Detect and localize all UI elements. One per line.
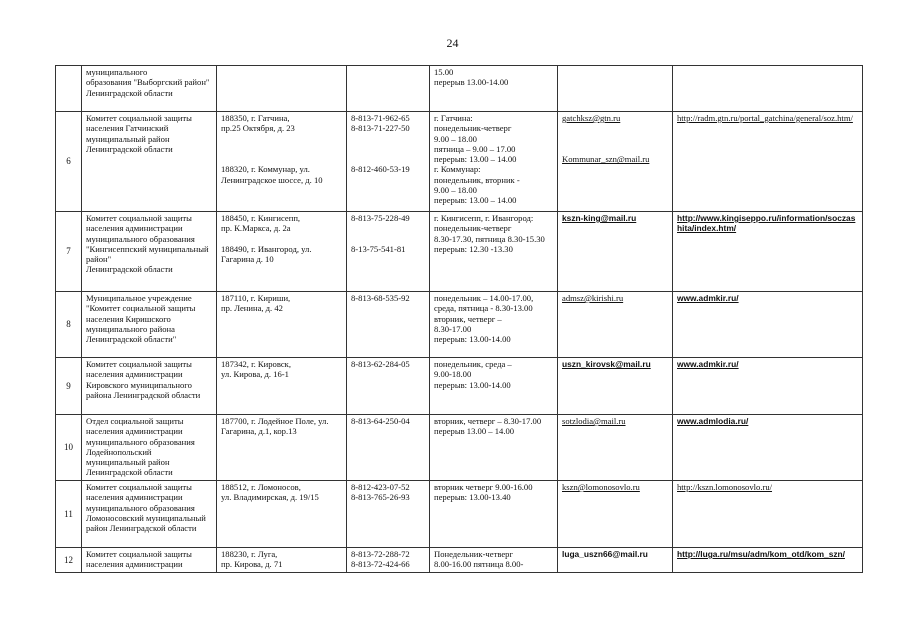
row-number: 8 (56, 292, 82, 358)
organization-name: муниципального образования "Выборгский район" Ленинградской области (82, 66, 217, 112)
page-number: 24 (446, 36, 459, 50)
organization-name: Комитет социальной защиты населения администрации (82, 548, 217, 573)
phone-cell: 8-813-71-962-65 8-813-71-227-50 8-812-460-53-19 (347, 112, 430, 212)
phone-cell: 8-813-72-288-72 8-813-72-424-66 (347, 548, 430, 573)
email-link[interactable]: sotzlodia@mail.ru (558, 415, 673, 481)
hours-cell: г. Кингисепп, г. Ивангород: понедельник-четверг 8.30-17.30, пятница 8.30-15.30 перерыв: 12.30 -13.30 (430, 212, 558, 292)
row-number (56, 66, 82, 112)
organization-name: Муниципальное учреждение "Комитет социальной защиты населения Киришского муниципального района Ленинградской области" (82, 292, 217, 358)
table-row (56, 212, 863, 292)
email-link[interactable]: gatchksz@gtn.ru Kommunar_szn@mail.ru (558, 112, 673, 212)
hours-cell: г. Гатчина: понедельник-четверг 9.00 – 18.00 пятница – 9.00 – 17.00 перерыв: 13.00 – 14.00 г. Коммунар: понедельник, вторник - 9.00 – 18.00 перерыв: 13.00 – 14.00 (430, 112, 558, 212)
row-number: 10 (56, 415, 82, 481)
table-row (56, 66, 863, 112)
email-link[interactable]: uszn_kirovsk@mail.ru (558, 358, 673, 415)
phone-cell: 8-812-423-07-52 8-813-765-26-93 (347, 481, 430, 548)
address-cell: 188230, г. Луга, пр. Кирова, д. 71 (217, 548, 347, 573)
website-link[interactable]: www.admkir.ru/ (673, 292, 863, 358)
phone-cell: 8-813-62-284-05 (347, 358, 430, 415)
phone-cell: 8-813-75-228-49 8-13-75-541-81 (347, 212, 430, 292)
address-cell: 188512, г. Ломоносов, ул. Владимирская, д. 19/15 (217, 481, 347, 548)
phone-cell: 8-813-64-250-04 (347, 415, 430, 481)
website-link[interactable]: http://www.kingiseppo.ru/information/soczashita/index.htm/ (673, 212, 863, 292)
email-link[interactable]: kszn@lomonosovlo.ru (558, 481, 673, 548)
address-cell: 187700, г. Лодейное Поле, ул. Гагарина, д.1, кор.13 (217, 415, 347, 481)
address-cell: 188450, г. Кингисепп, пр. К.Маркса, д. 2а 188490, г. Ивангород, ул. Гагарина д. 10 (217, 212, 347, 292)
organization-name: Отдел социальной защиты населения администрации муниципального образования Лодейнопольский муниципальный район Ленинградской области (82, 415, 217, 481)
hours-cell: понедельник, среда – 9.00-18.00 перерыв: 13.00-14.00 (430, 358, 558, 415)
phone-cell (347, 66, 430, 112)
row-number: 6 (56, 112, 82, 212)
organization-name: Комитет социальной защиты населения администрации муниципального образования "Кингисеппский муниципальный район" Ленинградской области (82, 212, 217, 292)
email-link[interactable]: admsz@kirishi.ru (558, 292, 673, 358)
website-link[interactable]: www.admkir.ru/ (673, 358, 863, 415)
table-row (56, 548, 863, 573)
social-protection-table (55, 65, 863, 573)
row-number: 11 (56, 481, 82, 548)
website-link[interactable]: http://radm.gtn.ru/portal_gatchina/general/soz.htm/ (673, 112, 863, 212)
website-link[interactable]: www.admlodia.ru/ (673, 415, 863, 481)
website-link[interactable]: http://luga.ru/msu/adm/kom_otd/kom_szn/ (673, 548, 863, 573)
row-number: 9 (56, 358, 82, 415)
address-cell: 187110, г. Кириши, пр. Ленина, д. 42 (217, 292, 347, 358)
hours-cell: вторник, четверг – 8.30-17.00 перерыв 13.00 – 14.00 (430, 415, 558, 481)
address-cell (217, 66, 347, 112)
website-link[interactable]: http://kszn.lomonosovlo.ru/ (673, 481, 863, 548)
table-row (56, 112, 863, 212)
organization-name: Комитет социальной защиты населения Гатчинский муниципальный район Ленинградской области (82, 112, 217, 212)
table-row (56, 358, 863, 415)
phone-cell: 8-813-68-535-92 (347, 292, 430, 358)
address-cell: 188350, г. Гатчина, пр.25 Октября, д. 23 188320, г. Коммунар, ул. Ленинградское шоссе, д. 10 (217, 112, 347, 212)
organization-name: Комитет социальной защиты населения администрации Кировского муниципального района Ленинградской области (82, 358, 217, 415)
email-link[interactable]: luga_uszn66@mail.ru (558, 548, 673, 573)
row-number: 7 (56, 212, 82, 292)
hours-cell: понедельник – 14.00-17.00, среда, пятница - 8.30-13.00 вторник, четверг – 8.30-17.00 перерыв: 13.00-14.00 (430, 292, 558, 358)
website-link[interactable] (673, 66, 863, 112)
email-link[interactable]: kszn-king@mail.ru (558, 212, 673, 292)
organization-name: Комитет социальной защиты населения администрации муниципального образования Ломоносовский муниципальный район Ленинградской области (82, 481, 217, 548)
email-link[interactable] (558, 66, 673, 112)
row-number: 12 (56, 548, 82, 573)
table-row (56, 292, 863, 358)
table-row (56, 415, 863, 481)
hours-cell: 15.00 перерыв 13.00-14.00 (430, 66, 558, 112)
table-row (56, 481, 863, 548)
address-cell: 187342, г. Кировск, ул. Кирова, д. 16-1 (217, 358, 347, 415)
hours-cell: вторник четверг 9.00-16.00 перерыв: 13.00-13.40 (430, 481, 558, 548)
hours-cell: Понедельник-четверг 8.00-16.00 пятница 8.00- (430, 548, 558, 573)
